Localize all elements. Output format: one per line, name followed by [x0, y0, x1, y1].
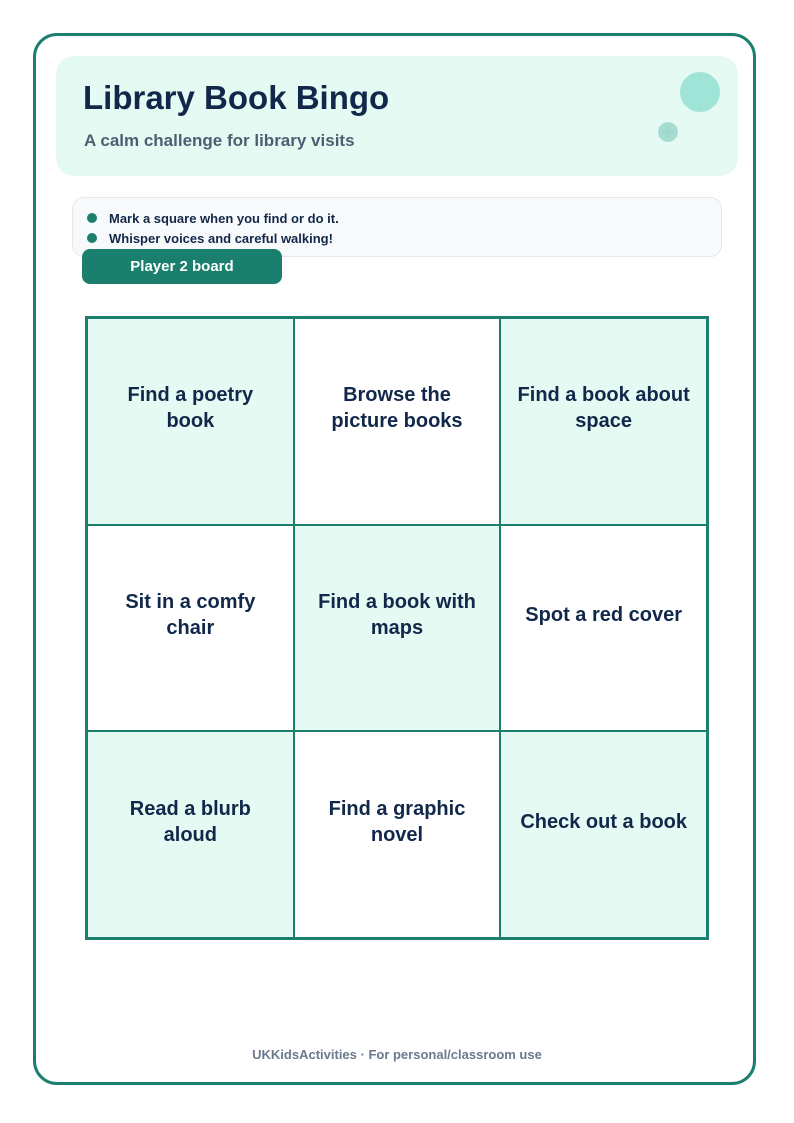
instruction-text: Mark a square when you find or do it. [109, 210, 339, 226]
instructions-box [72, 197, 722, 257]
bingo-cell[interactable]: Find a graphic novel [294, 731, 501, 938]
bingo-cell[interactable]: Find a book with maps [294, 525, 501, 732]
bullet-dot-icon [87, 213, 97, 223]
bingo-cell[interactable]: Read a blurb aloud [87, 731, 294, 938]
page-title: Library Book Bingo [83, 79, 390, 116]
bullet-dot-icon [87, 233, 97, 243]
bingo-cell[interactable]: Sit in a comfy chair [87, 525, 294, 732]
bingo-grid [85, 316, 709, 940]
footer-text: UKKidsActivities · For personal/classroom use [252, 1047, 542, 1062]
page-subtitle: A calm challenge for library visits [84, 131, 355, 150]
decorative-circle-small [658, 122, 678, 142]
decorative-circle-large [680, 72, 720, 112]
bingo-cell[interactable]: Find a book about space [500, 318, 707, 525]
bingo-cell[interactable]: Spot a red cover [500, 525, 707, 732]
player-board-label: Player 2 board [82, 249, 282, 284]
bingo-cell[interactable]: Find a poetry book [87, 318, 294, 525]
instruction-item [87, 228, 721, 248]
instruction-item [87, 208, 721, 228]
bingo-cell[interactable]: Browse the picture books [294, 318, 501, 525]
instruction-text: Whisper voices and careful walking! [109, 230, 333, 246]
header-panel [56, 56, 738, 176]
bingo-cell[interactable]: Check out a book [500, 731, 707, 938]
